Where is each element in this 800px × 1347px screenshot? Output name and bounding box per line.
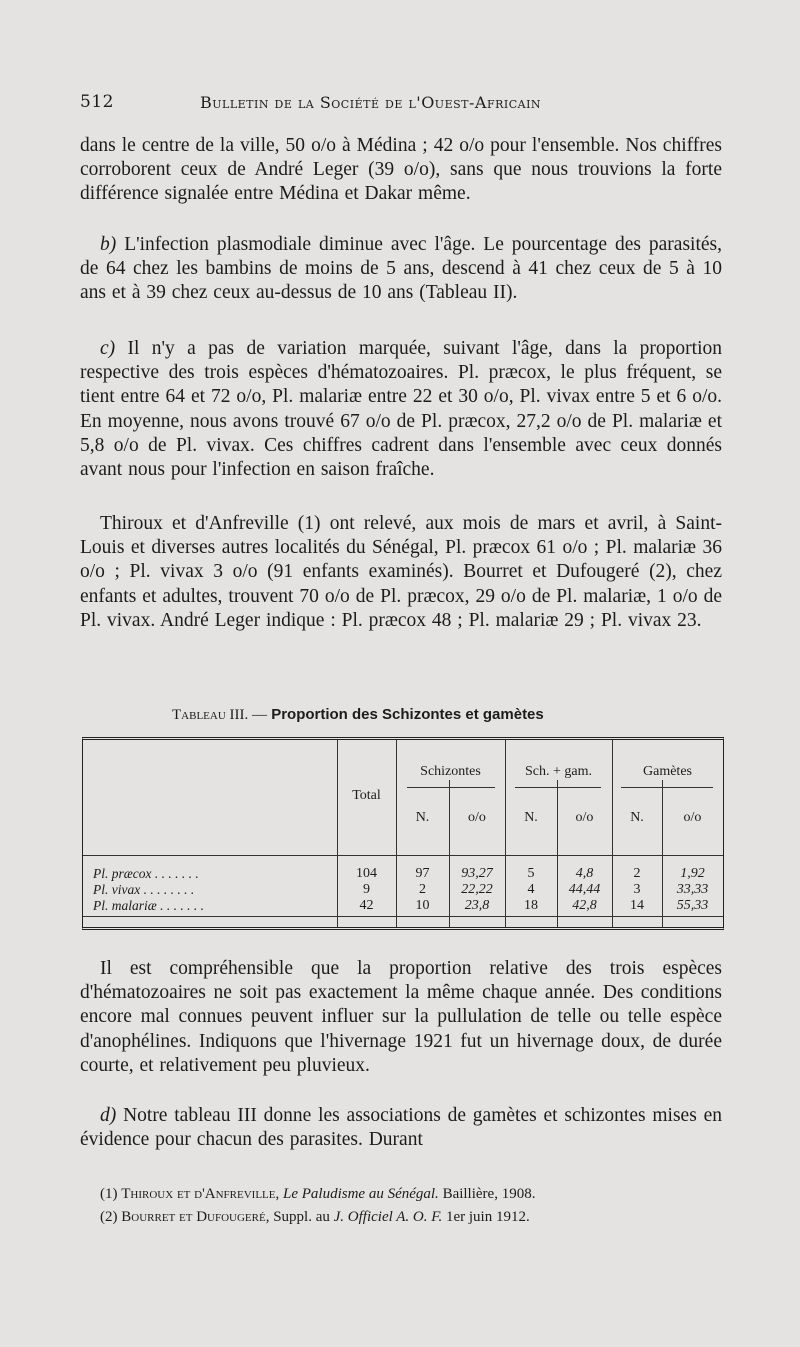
paragraph-d [80, 1104, 722, 1152]
footnote-authors: Thiroux et d'Anfreville, [121, 1186, 280, 1202]
item-label-c: c) [100, 338, 116, 359]
footnote-journal: J. Officiel A. O. F. [333, 1209, 443, 1225]
item-label-d: d) [100, 1105, 117, 1126]
running-title: Bulletin de la Société de l'Ouest-Africain [200, 93, 542, 112]
table-cell: 97 [415, 866, 430, 881]
paragraph-b-text: L'infection plasmodiale diminue avec l'âge. Le pourcentage des parasités, de 64 chez les bambins de moins de 5 ans, descend à 41 chez ceux de 5 à 10 ans et à 39 chez ceux au-dessus de 10 ans (Tableau II). [80, 234, 723, 304]
table-cell: 3 [633, 882, 641, 897]
table-cell: 2 [633, 866, 641, 881]
table-cell: 55,33 [676, 898, 709, 913]
table-rule [515, 787, 601, 788]
table-cell: 44,44 [568, 882, 601, 897]
table-rule [83, 855, 723, 856]
subheader-pct: o/o [575, 810, 594, 825]
subheader-n: N. [630, 810, 644, 825]
table-rule [83, 916, 723, 917]
footnote-title: Le Paludisme au Sénégal. [283, 1186, 439, 1202]
table-cell: 2 [419, 882, 426, 897]
item-label-b: b) [100, 234, 117, 255]
table-cell: 42 [359, 898, 374, 913]
paragraph-d-text: Notre tableau III donne les associations de gamètes et schizontes mises en évidence pour chacun des parasites. Durant [80, 1105, 723, 1151]
paragraph-hivernage: Il est compréhensible que la proportion relative des trois espèces d'hématozoaires ne soit pas exactement la même chaque année. Des conditions encore mal connues peuvent influer sur la pullulation de telle ou telle espèce d'anophélines. Indiquons que l'hivernage 1921 fut un hivernage doux, de durée courte, et relativement peu pluvieux. [80, 958, 722, 1076]
col-header-sch-gam: Sch. + gam. [525, 764, 592, 779]
table-cell: 93,27 [461, 866, 493, 881]
subheader-n: N. [415, 810, 430, 825]
page-number: 512 [80, 92, 114, 112]
table-cell: 4 [527, 882, 535, 897]
table-cell: 104 [356, 866, 377, 881]
subheader-n: N. [524, 810, 538, 825]
table-cell: 22,22 [461, 882, 493, 897]
table-rule [407, 787, 495, 788]
running-header [80, 92, 720, 116]
table-cell: 14 [630, 898, 644, 913]
paragraph-thiroux: Thiroux et d'Anfreville (1) ont relevé, aux mois de mars et avril, à Saint-Louis et diverses autres localités du Sénégal, Pl. præcox 61 o/o ; Pl. malariæ 36 o/o ; Pl. vivax 3 o/o (91 enfants examinés). Bourret et Dufougeré (2), chez enfants et adultes, trouvent 70 o/o de Pl. præcox, 29 o/o de Pl. malariæ, 1 o/o de Pl. vivax. André Leger indique : Pl. præcox 48 ; Pl. malariæ 29 ; Pl. vivax 23. [80, 513, 722, 631]
table-cell: 23,8 [464, 898, 490, 913]
subheader-pct: o/o [683, 810, 702, 825]
table-caption-lead: Tableau III. — [172, 707, 268, 723]
col-header-gametes: Gamètes [643, 764, 692, 779]
table-iii [82, 737, 724, 930]
table-rule [621, 787, 713, 788]
table-cell: 42,8 [572, 898, 597, 913]
col-header-total: Total [352, 788, 381, 803]
footnote-mark: (2) [100, 1209, 118, 1225]
table-cell: 4,8 [575, 866, 594, 881]
table-cell: 5 [527, 866, 535, 881]
table-cell: 9 [363, 882, 370, 897]
table-cell: 33,33 [676, 882, 709, 897]
paragraph-b [80, 233, 722, 306]
footnote-rest: Baillière, 1908. [442, 1186, 536, 1202]
table-caption-title: Proportion des Schizontes et gamètes [271, 706, 544, 723]
col-header-schizontes: Schizontes [420, 764, 481, 779]
subheader-pct: o/o [468, 810, 486, 825]
footnote-authors: Bourret et Dufougeré, [121, 1209, 270, 1225]
table-cell: 1,92 [680, 866, 705, 881]
footnote-pre: Suppl. au [273, 1209, 330, 1225]
footnote-mark: (1) [100, 1186, 118, 1202]
footnote-2 [100, 1206, 720, 1228]
row-label: Pl. vivax . . . . . . . . [93, 882, 195, 897]
footnote-rest: 1er juin 1912. [445, 1209, 530, 1225]
table-cell: 10 [415, 898, 430, 913]
footnote-1 [100, 1183, 720, 1205]
table-caption [172, 706, 692, 724]
row-label: Pl. malariæ . . . . . . . [93, 898, 205, 913]
paragraph-1: dans le centre de la ville, 50 o/o à Médina ; 42 o/o pour l'ensemble. Nos chiffres corroborent ceux de André Leger (39 o/o), sans que nous trouvions la forte différence signalée entre Médina et Dakar même. [80, 135, 722, 205]
paragraph-c [80, 337, 722, 482]
paragraph-c-text: Il n'y a pas de variation marquée, suivant l'âge, dans la proportion respective des trois espèces d'hématozoaires. Pl. præcox, le plus fréquent, se tient entre 64 et 72 o/o, Pl. malariæ entre 22 et 30 o/o, Pl. vivax entre 5 et 6 o/o. En moyenne, nous avons trouvé 67 o/o de Pl. præcox, 27,2 o/o de Pl. malariæ et 5,8 o/o de Pl. vivax. Ces chiffres cadrent dans l'ensemble avec ceux donnés avant nous pour l'infection en saison fraîche. [80, 338, 723, 481]
row-label: Pl. præcox . . . . . . . [93, 866, 199, 881]
table-cell: 18 [524, 898, 538, 913]
